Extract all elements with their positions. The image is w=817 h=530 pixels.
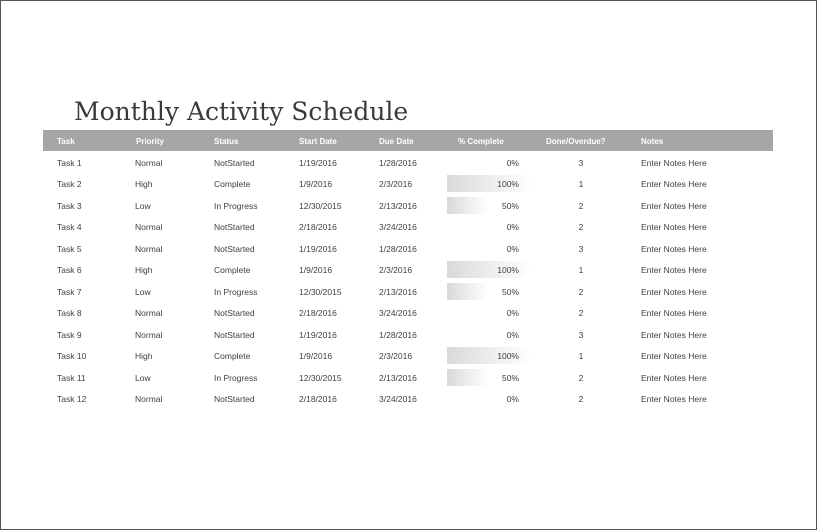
cell-notes[interactable]: Enter Notes Here — [641, 222, 707, 232]
cell-due-date[interactable]: 2/13/2016 — [379, 201, 417, 211]
cell-percent-complete[interactable]: 0% — [506, 330, 519, 340]
cell-task[interactable]: Task 11 — [57, 373, 86, 383]
cell-notes[interactable]: Enter Notes Here — [641, 158, 707, 168]
cell-percent-complete[interactable]: 0% — [506, 308, 519, 318]
cell-priority[interactable]: High — [135, 351, 153, 361]
cell-percent-complete[interactable]: 100% — [497, 179, 519, 189]
cell-status[interactable]: Complete — [214, 351, 251, 361]
cell-start-date[interactable]: 2/18/2016 — [299, 394, 337, 404]
cell-notes[interactable]: Enter Notes Here — [641, 265, 707, 275]
cell-status[interactable]: NotStarted — [214, 330, 255, 340]
cell-priority[interactable]: Normal — [135, 158, 163, 168]
cell-notes[interactable]: Enter Notes Here — [641, 351, 707, 361]
cell-start-date[interactable]: 2/18/2016 — [299, 222, 337, 232]
cell-start-date[interactable]: 1/19/2016 — [299, 330, 337, 340]
cell-percent-complete[interactable]: 0% — [506, 222, 519, 232]
cell-status[interactable]: In Progress — [214, 373, 258, 383]
cell-status[interactable]: In Progress — [214, 287, 258, 297]
cell-start-date[interactable]: 1/9/2016 — [299, 351, 333, 361]
cell-priority[interactable]: High — [135, 179, 153, 189]
cell-done-overdue[interactable]: 2 — [578, 308, 584, 318]
header-done-overdue[interactable]: Done/Overdue? — [546, 137, 606, 146]
header-priority[interactable]: Priority — [136, 137, 165, 146]
cell-notes[interactable]: Enter Notes Here — [641, 201, 707, 211]
cell-done-overdue[interactable]: 1 — [578, 265, 584, 275]
cell-priority[interactable]: Normal — [135, 308, 163, 318]
cell-percent-complete[interactable]: 50% — [501, 201, 519, 211]
cell-due-date[interactable]: 1/28/2016 — [379, 158, 417, 168]
cell-start-date[interactable]: 12/30/2015 — [299, 287, 342, 297]
header-due-date[interactable]: Due Date — [379, 137, 414, 146]
cell-due-date[interactable]: 2/3/2016 — [379, 179, 413, 189]
cell-priority[interactable]: Low — [135, 201, 151, 211]
cell-percent-complete[interactable]: 0% — [506, 158, 519, 168]
cell-notes[interactable]: Enter Notes Here — [641, 308, 707, 318]
cell-done-overdue[interactable]: 3 — [578, 330, 584, 340]
cell-task[interactable]: Task 12 — [57, 394, 87, 404]
cell-due-date[interactable]: 1/28/2016 — [379, 244, 417, 254]
cell-start-date[interactable]: 12/30/2015 — [299, 373, 342, 383]
cell-start-date[interactable]: 1/19/2016 — [299, 158, 337, 168]
cell-status[interactable]: NotStarted — [214, 308, 255, 318]
cell-due-date[interactable]: 2/13/2016 — [379, 373, 417, 383]
cell-percent-complete[interactable]: 0% — [506, 394, 519, 404]
cell-notes[interactable]: Enter Notes Here — [641, 179, 707, 189]
cell-notes[interactable]: Enter Notes Here — [641, 330, 707, 340]
cell-done-overdue[interactable]: 2 — [578, 373, 584, 383]
cell-task[interactable]: Task 6 — [57, 265, 82, 275]
cell-priority[interactable]: Low — [135, 373, 151, 383]
cell-priority[interactable]: Low — [135, 287, 151, 297]
cell-status[interactable]: NotStarted — [214, 222, 255, 232]
cell-priority[interactable]: Normal — [135, 330, 163, 340]
cell-status[interactable]: NotStarted — [214, 244, 255, 254]
cell-priority[interactable]: Normal — [135, 244, 163, 254]
cell-start-date[interactable]: 2/18/2016 — [299, 308, 337, 318]
cell-priority[interactable]: Normal — [135, 394, 163, 404]
cell-task[interactable]: Task 5 — [57, 244, 82, 254]
cell-task[interactable]: Task 1 — [57, 158, 82, 168]
header-percent-complete[interactable]: % Complete — [458, 137, 504, 146]
cell-done-overdue[interactable]: 1 — [578, 351, 584, 361]
cell-notes[interactable]: Enter Notes Here — [641, 373, 707, 383]
cell-task[interactable]: Task 3 — [57, 201, 82, 211]
cell-due-date[interactable]: 3/24/2016 — [379, 394, 417, 404]
cell-done-overdue[interactable]: 3 — [578, 158, 584, 168]
cell-task[interactable]: Task 4 — [57, 222, 82, 232]
header-task[interactable]: Task — [57, 137, 75, 146]
cell-percent-complete[interactable]: 0% — [506, 244, 519, 254]
cell-done-overdue[interactable]: 2 — [578, 287, 584, 297]
cell-done-overdue[interactable]: 2 — [578, 201, 584, 211]
header-notes[interactable]: Notes — [641, 137, 664, 146]
cell-priority[interactable]: Normal — [135, 222, 163, 232]
cell-task[interactable]: Task 9 — [57, 330, 82, 340]
cell-done-overdue[interactable]: 2 — [578, 222, 584, 232]
cell-due-date[interactable]: 1/28/2016 — [379, 330, 417, 340]
cell-due-date[interactable]: 2/13/2016 — [379, 287, 417, 297]
cell-task[interactable]: Task 7 — [57, 287, 82, 297]
cell-percent-complete[interactable]: 100% — [497, 351, 519, 361]
cell-done-overdue[interactable]: 2 — [578, 394, 584, 404]
cell-percent-complete[interactable]: 50% — [501, 287, 519, 297]
cell-percent-complete[interactable]: 50% — [501, 373, 519, 383]
cell-due-date[interactable]: 2/3/2016 — [379, 351, 413, 361]
cell-start-date[interactable]: 1/9/2016 — [299, 265, 333, 275]
cell-done-overdue[interactable]: 1 — [578, 179, 584, 189]
header-status[interactable]: Status — [214, 137, 239, 146]
cell-notes[interactable]: Enter Notes Here — [641, 287, 707, 297]
cell-status[interactable]: Complete — [214, 179, 251, 189]
cell-due-date[interactable]: 3/24/2016 — [379, 308, 417, 318]
cell-priority[interactable]: High — [135, 265, 153, 275]
cell-start-date[interactable]: 1/9/2016 — [299, 179, 333, 189]
cell-status[interactable]: In Progress — [214, 201, 258, 211]
page-title: Monthly Activity Schedule — [74, 97, 409, 126]
cell-status[interactable]: Complete — [214, 265, 251, 275]
cell-status[interactable]: NotStarted — [214, 394, 255, 404]
cell-due-date[interactable]: 2/3/2016 — [379, 265, 413, 275]
cell-done-overdue[interactable]: 3 — [578, 244, 584, 254]
cell-start-date[interactable]: 12/30/2015 — [299, 201, 342, 211]
header-start-date[interactable]: Start Date — [299, 137, 337, 146]
cell-status[interactable]: NotStarted — [214, 158, 255, 168]
cell-due-date[interactable]: 3/24/2016 — [379, 222, 417, 232]
cell-notes[interactable]: Enter Notes Here — [641, 244, 707, 254]
cell-task[interactable]: Task 8 — [57, 308, 82, 318]
cell-notes[interactable]: Enter Notes Here — [641, 394, 707, 404]
cell-task[interactable]: Task 2 — [57, 179, 82, 189]
cell-task[interactable]: Task 10 — [57, 351, 87, 361]
cell-percent-complete[interactable]: 100% — [497, 265, 519, 275]
cell-start-date[interactable]: 1/19/2016 — [299, 244, 337, 254]
